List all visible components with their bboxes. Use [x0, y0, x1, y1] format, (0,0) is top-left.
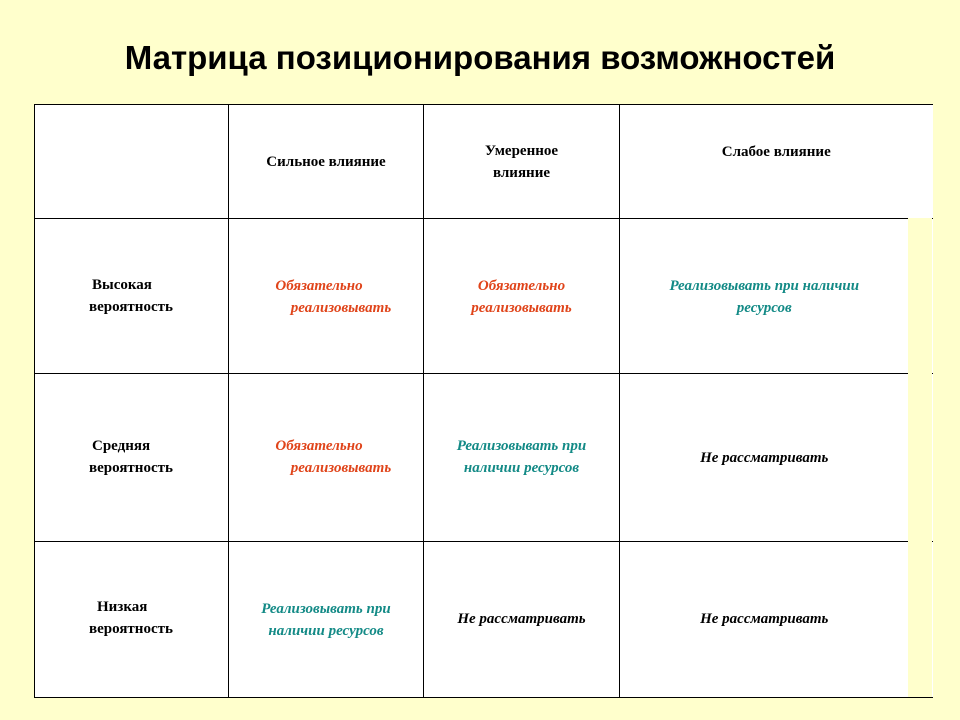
row-high-probability — [35, 219, 933, 374]
column-header-label: Слабое влияние — [721, 144, 831, 160]
page-title: Матрица позиционирования возможностей — [124, 39, 836, 76]
row-label-line: Высокая — [92, 277, 152, 293]
cell-text-line: Реализовывать при — [261, 601, 391, 617]
cell-text-line: Реализовывать при — [456, 438, 587, 454]
positioning-matrix — [34, 104, 933, 698]
cell-text-line: ресурсов — [736, 300, 792, 316]
cell-text-line: Реализовывать при наличии — [669, 278, 860, 294]
header-row — [35, 105, 933, 219]
cell-medium-moderate — [424, 374, 620, 542]
column-header-label: влияние — [492, 165, 551, 181]
column-header-label: Умеренное — [484, 143, 559, 159]
cell-low-moderate — [424, 542, 620, 698]
cell-text-line: Не рассматривать — [457, 611, 586, 627]
cell-text-line: наличии ресурсов — [463, 460, 580, 476]
cell-medium-weak — [620, 374, 933, 542]
row-label-medium — [35, 374, 229, 542]
row-label-line: вероятность — [89, 299, 173, 315]
column-header-moderate — [424, 105, 620, 219]
cell-low-strong — [229, 542, 424, 698]
cell-text-line: Не рассматривать — [700, 450, 829, 466]
row-label-line: Низкая — [97, 599, 148, 615]
cell-text-line: Обязательно — [275, 278, 363, 294]
corner-cell — [35, 105, 229, 219]
cell-high-strong — [229, 219, 424, 374]
cell-text-line: наличии ресурсов — [268, 623, 384, 639]
cell-text-line: Не рассматривать — [700, 611, 829, 627]
cell-high-moderate — [424, 219, 620, 374]
column-header-weak — [620, 105, 933, 219]
row-medium-probability — [35, 374, 933, 542]
row-label-line: вероятность — [89, 460, 173, 476]
right-edge-stripe — [908, 218, 932, 697]
cell-high-weak — [620, 219, 933, 374]
cell-low-weak — [620, 542, 933, 698]
row-label-line: вероятность — [89, 621, 173, 637]
row-label-line: Средняя — [92, 438, 151, 454]
cell-medium-strong — [229, 374, 424, 542]
column-header-label: Сильное влияние — [266, 154, 386, 170]
cell-text-line: реализовывать — [290, 300, 392, 316]
row-label-low — [35, 542, 229, 698]
column-header-strong — [229, 105, 424, 219]
row-low-probability — [35, 542, 933, 698]
cell-text-line: реализовывать — [290, 460, 392, 476]
row-label-high — [35, 219, 229, 374]
cell-text-line: Обязательно — [477, 278, 566, 294]
cell-text-line: Обязательно — [275, 438, 363, 454]
cell-text-line: реализовывать — [471, 300, 572, 316]
